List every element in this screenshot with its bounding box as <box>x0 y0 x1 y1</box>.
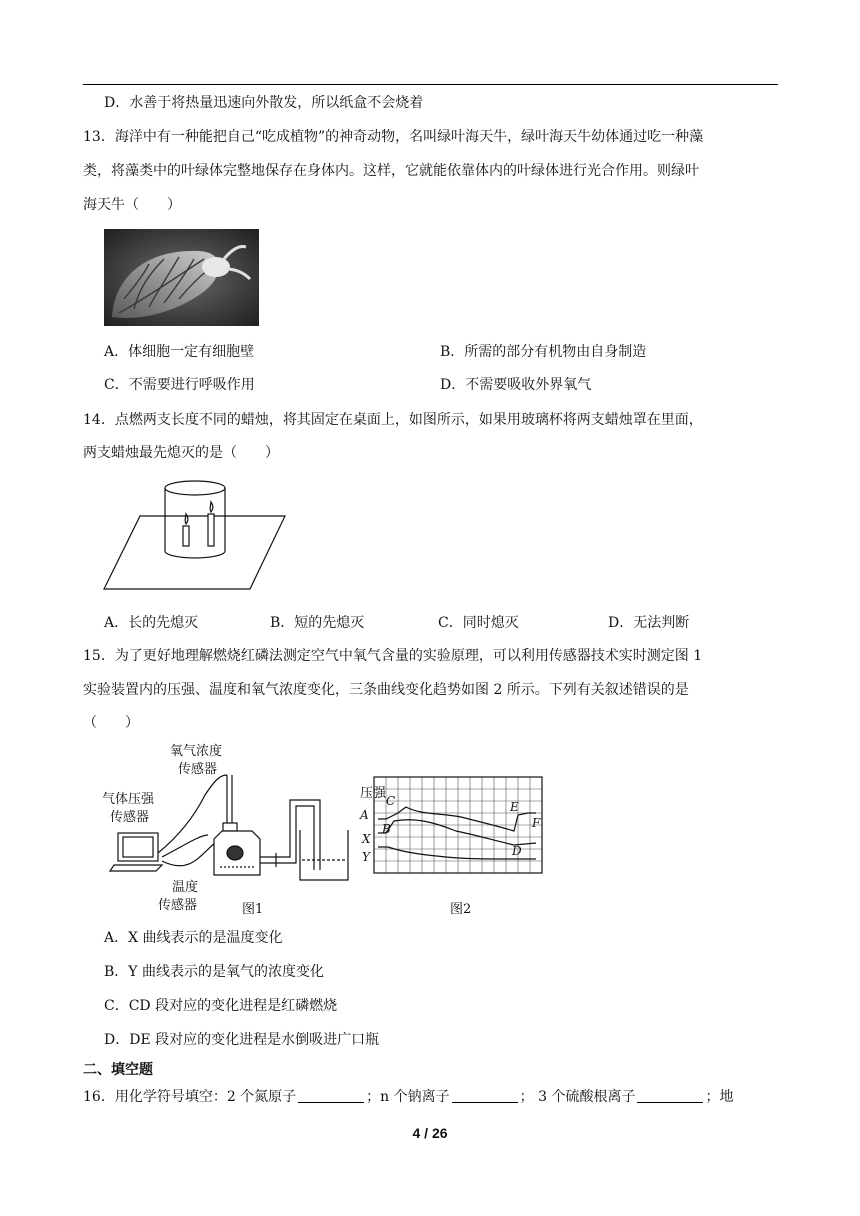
point-e-label: E <box>510 800 519 814</box>
q14-option-d: D．无法判断 <box>608 615 690 631</box>
o2-sensor-label-2: 传感器 <box>178 762 218 777</box>
candles-under-glass-diagram <box>100 476 290 594</box>
curve-y-label: Y <box>362 850 370 864</box>
page-number: 4 / 26 <box>412 1125 448 1141</box>
q15-option-b: B．Y 曲线表示的是氧气的浓度变化 <box>104 964 324 980</box>
q15-stem-line1: 15．为了更好地理解燃烧红磷法测定空气中氧气含量的实验原理，可以利用传感器技术实时测定图 1 <box>83 648 703 664</box>
q16-part1: 16．用化学符号填空：2 个氮原子 <box>83 1089 297 1105</box>
q13-option-d: D．不需要吸收外界氧气 <box>440 377 592 393</box>
q13-stem-line1: 13．海洋中有一种能把自己“吃成植物”的神奇动物，名叫绿叶海天牛，绿叶海天牛幼体通过吃一种藻 <box>83 129 704 145</box>
curve-x-label: X <box>362 832 371 846</box>
q14-option-b: B．短的先熄灭 <box>270 615 365 631</box>
q13-stem-line3: 海天牛（ ） <box>83 197 181 213</box>
figure2-trend-chart <box>360 775 548 917</box>
figure1-apparatus <box>100 735 360 917</box>
q15-stem-line3: （ ） <box>83 715 139 731</box>
q16-blank-2[interactable] <box>452 1088 518 1103</box>
q13-option-a: A．体细胞一定有细胞壁 <box>104 344 255 360</box>
q13-option-b: B．所需的部分有机物由自身制造 <box>440 344 647 360</box>
q16-stem <box>83 1087 733 1107</box>
figure2-caption: 图2 <box>450 902 472 917</box>
pressure-sensor-label-1: 气体压强 <box>102 792 155 807</box>
point-a-label: A <box>360 808 369 822</box>
q16-blank-3[interactable] <box>637 1088 703 1103</box>
q15-option-a: A．X 曲线表示的是温度变化 <box>104 930 283 946</box>
point-c-label: C <box>386 794 396 808</box>
q16-blank-1[interactable] <box>298 1088 364 1103</box>
point-b-label: B <box>382 822 391 836</box>
q15-option-d: D．DE 段对应的变化进程是水倒吸进广口瓶 <box>104 1032 380 1048</box>
q14-stem-line1: 14．点燃两支长度不同的蜡烛，将其固定在桌面上，如图所示，如果用玻璃杯将两支蜡烛罩在里面， <box>83 412 703 428</box>
pressure-sensor-label-2: 传感器 <box>110 810 150 825</box>
q14-stem-line2: 两支蜡烛最先熄灭的是（ ） <box>83 445 279 461</box>
q15-option-c: C．CD 段对应的变化进程是红磷燃烧 <box>104 998 338 1014</box>
curve-temperature <box>378 820 536 845</box>
q16-part4: ；地 <box>705 1089 734 1105</box>
section-title-fill-in: 二、填空题 <box>83 1061 153 1077</box>
o2-sensor-label-1: 氧气浓度 <box>170 744 223 759</box>
q15-stem-line2: 实验装置内的压强、温度和氧气浓度变化，三条曲线变化趋势如图 2 所示。下列有关叙述错误的是 <box>83 682 689 698</box>
sea-slug-photo <box>104 229 259 326</box>
pressure-axis-label: 压强 <box>360 786 387 801</box>
temp-sensor-label-1: 温度 <box>172 880 199 895</box>
figure1-caption: 图1 <box>242 902 264 917</box>
header-rule <box>83 84 778 85</box>
q13-option-c: C．不需要进行呼吸作用 <box>104 377 255 393</box>
q16-part3: ； 3 个硫酸根离子 <box>519 1089 636 1105</box>
q16-part2: ；n 个钠离子 <box>366 1089 450 1105</box>
q14-option-c: C．同时熄灭 <box>438 615 519 631</box>
q12-option-d: D．水善于将热量迅速向外散发，所以纸盒不会烧着 <box>104 95 424 111</box>
q14-option-a: A．长的先熄灭 <box>104 615 199 631</box>
q13-stem-line2: 类，将藻类中的叶绿体完整地保存在身体内。这样，它就能依靠体内的叶绿体进行光合作用。则绿叶 <box>83 163 699 179</box>
point-f-label: F <box>532 816 541 830</box>
temp-sensor-label-2: 传感器 <box>158 898 198 913</box>
point-d-label: D <box>512 844 522 858</box>
